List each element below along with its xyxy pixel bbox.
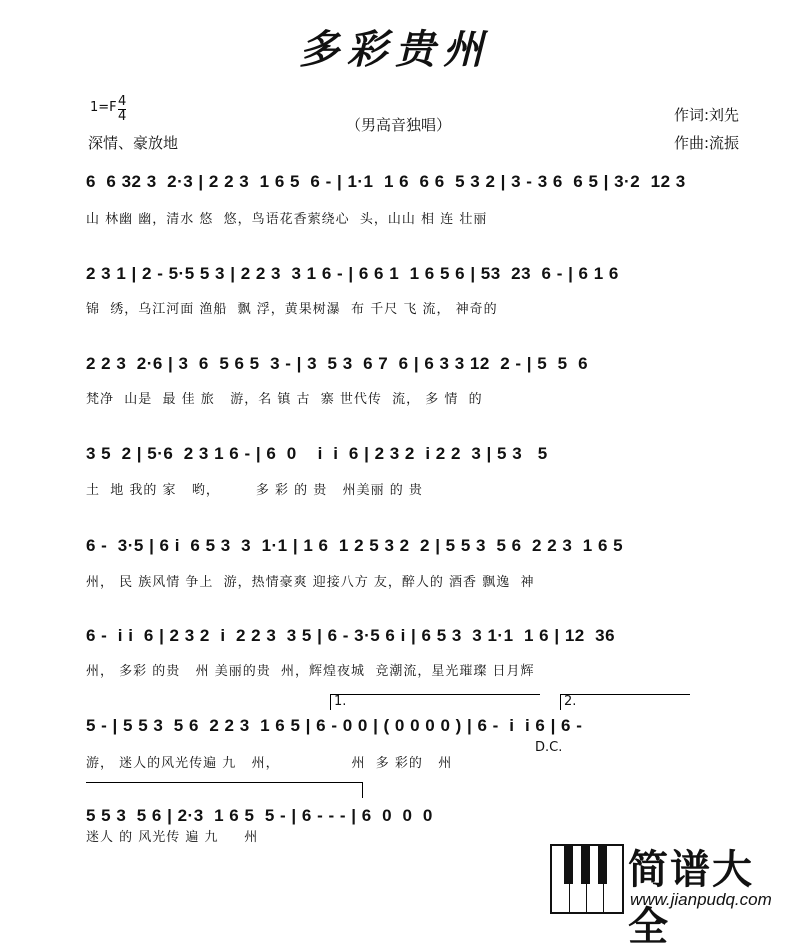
logo-url: www.jianpudq.com — [630, 890, 772, 909]
lyric-row-7: 游， 迷人的风光传遍 九 州， 州 多 彩的 州 — [86, 756, 453, 771]
coda-bracket-hook — [362, 782, 363, 798]
piano-keys-icon — [550, 844, 624, 914]
performance-note: （男高音独唱） — [346, 116, 452, 134]
volta-2-hook — [560, 694, 561, 710]
lyric-row-8: 迷人 的 风光传 遍 九 州 — [86, 830, 259, 845]
composer-credit: 作曲:流振 — [674, 134, 740, 152]
volta-1-line — [330, 694, 540, 695]
lyric-row-5: 州， 民 族风情 争上 游，热情豪爽 迎接八方 友，醉人的 酒香 飘逸 神 — [86, 575, 535, 590]
key-label: 1=F — [90, 100, 117, 115]
lyric-row-3: 梵净 山是 最 佳 旅 游，名 镇 古 寨 世代传 流， 多 情 的 — [86, 392, 483, 407]
volta-1-label: 1. — [334, 694, 347, 709]
expression-mark: 深情、豪放地 — [88, 134, 179, 152]
notation-row-5: 6 - 3·5 | 6 i 6 5 3 3 1·1 | 1 6 1 2 5 3 2 2 | 5 5 3 5 6 2 2 3 1 6 5 — [86, 536, 624, 555]
da-capo-mark: D.C. — [535, 740, 563, 755]
volta-2-line — [560, 694, 690, 695]
lyric-row-2: 锦 绣，乌江河面 渔船 飘 浮，黄果树瀑 布 千尺 飞 流， 神奇的 — [86, 302, 498, 317]
notation-row-8: 5 5 3 5 6 | 2·3 1 6 5 5 - | 6 - - - | 6 0 0 0 — [86, 806, 433, 825]
time-signature — [118, 95, 126, 124]
notation-row-2: 2 3 1 | 2 - 5·5 5 3 | 2 2 3 3 1 6 - | 6 6 1 1 6 5 6 | 53 23 6 - | 6 1 6 — [86, 264, 619, 283]
volta-2-label: 2. — [564, 694, 577, 709]
song-title: 多彩贵州 — [299, 26, 491, 73]
lyricist-credit: 作词:刘先 — [674, 106, 740, 124]
lyric-row-6: 州， 多彩 的贵 州 美丽的贵 州，辉煌夜城 竞潮流，星光璀璨 日月辉 — [86, 664, 535, 679]
time-bottom: 4 — [118, 109, 127, 124]
notation-row-7: 5 - | 5 5 3 5 6 2 2 3 1 6 5 | 6 - 0 0 | ( 0 0 0 0 ) | 6 - i i 6 | 6 - — [86, 716, 583, 735]
lyric-row-4: 土 地 我的 家 哟， 多 彩 的 贵 州美丽 的 贵 — [86, 483, 423, 498]
coda-bracket-line — [86, 782, 362, 783]
notation-row-6: 6 - i i 6 | 2 3 2 i 2 2 3 3 5 | 6 - 3·5 6 i | 6 5 3 3 1·1 1 6 | 12 36 — [86, 626, 616, 645]
logo-text: 简谱大全 — [628, 847, 754, 950]
site-logo — [550, 838, 780, 950]
volta-1-hook — [330, 694, 331, 710]
key-signature — [90, 100, 117, 115]
notation-row-1: 6 6 32 3 2·3 | 2 2 3 1 6 5 6 - | 1·1 1 6 6 6 5 3 2 | 3 - 3 6 6 5 | 3·2 12 3 — [86, 172, 686, 191]
time-top: 4 — [118, 94, 127, 109]
notation-row-3: 2 2 3 2·6 | 3 6 5 6 5 3 - | 3 5 3 6 7 6 | 6 3 3 12 2 - | 5 5 6 — [86, 354, 589, 373]
lyric-row-1: 山 林幽 幽，清水 悠 悠，鸟语花香萦绕心 头，山山 相 连 壮丽 — [86, 212, 488, 227]
notation-row-4: 3 5 2 | 5·6 2 3 1 6 - | 6 0 i i 6 | 2 3 2 i 2 2 3 | 5 3 5 — [86, 444, 548, 463]
